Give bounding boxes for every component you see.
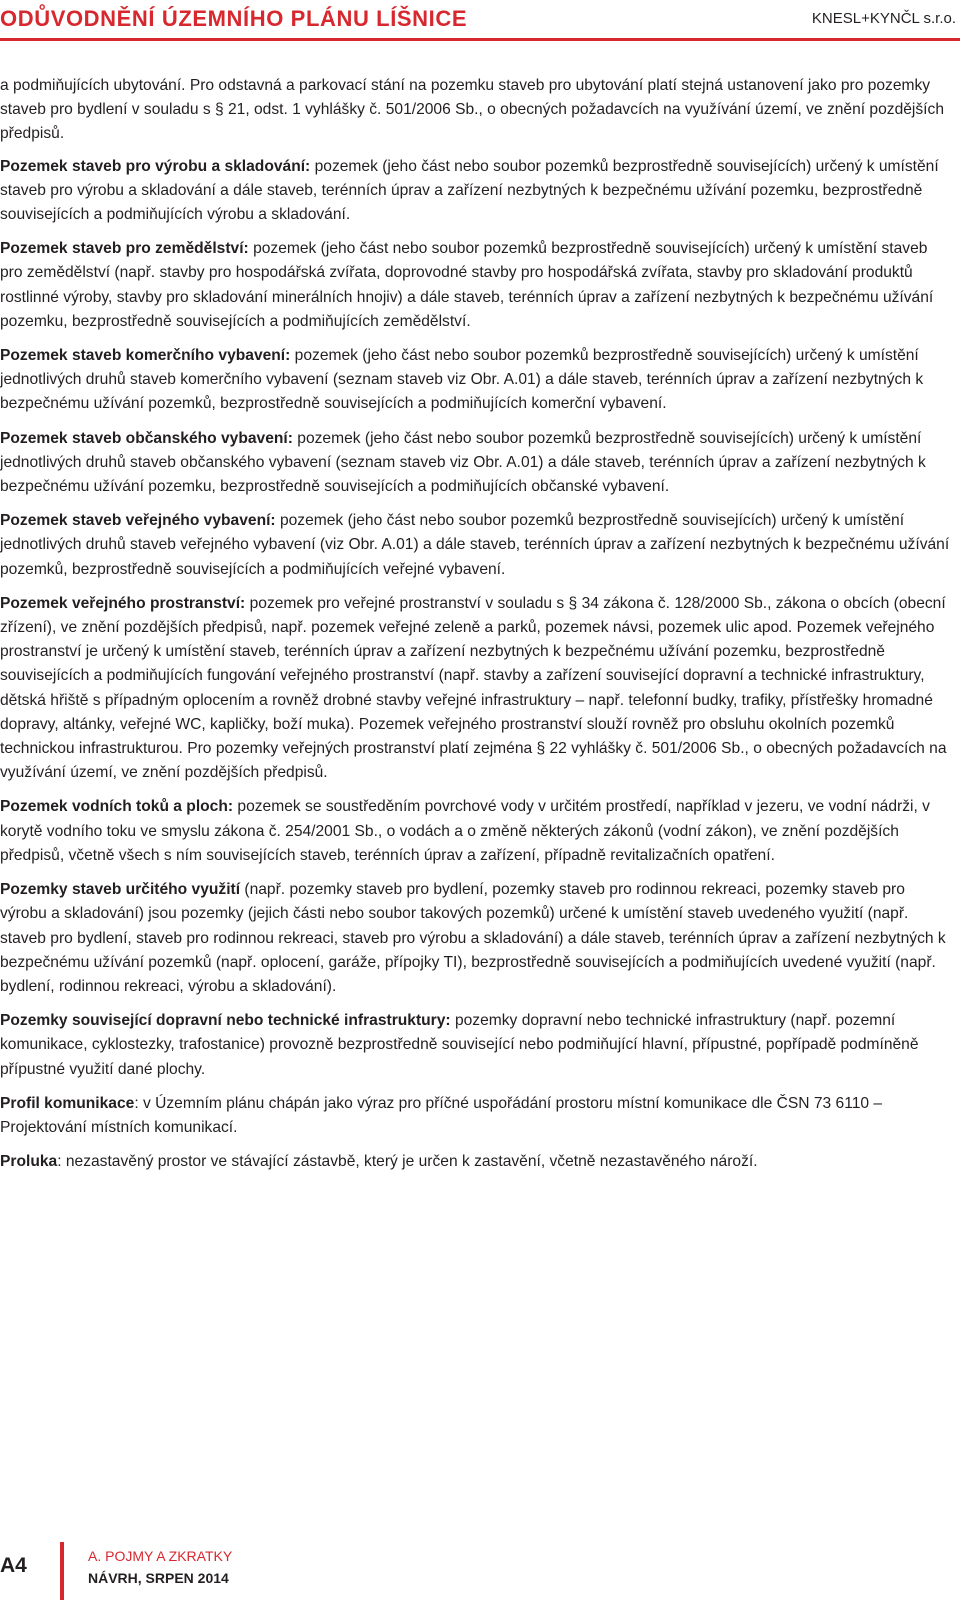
- page-number: A4: [0, 1554, 27, 1577]
- definition-term: Pozemky související dopravní nebo technické infrastruktury:: [0, 1012, 451, 1030]
- definition-text: pozemek se soustředěním povrchové vody v určitém prostředí, například v jezeru, ve vodní nádrži, v korytě vodního toku ve smyslu zákona č. 254/2001 Sb., o vodách a o změně některých zákonů (vodní zákon), ve znění pozdějších předpisů, včetně všech s ním souvisejících staveb, terénních úprav a zařízení, případně revitalizačních opatření.: [0, 798, 930, 864]
- document-title: ODŮVODNĚNÍ ÚZEMNÍHO PLÁNU LÍŠNICE: [0, 6, 468, 31]
- definition-text: (např. pozemky staveb pro bydlení, pozemky staveb pro rodinnou rekreaci, pozemky staveb pro výrobu a skladování) jsou pozemky (jejich části nebo soubor takových pozemků) určené k umístění staveb uvedeného využití (např. staveb pro bydlení, staveb pro rodinnou rekreaci, staveb pro výrobu a skladování) a dále staveb, terénních úprav a zařízení nezbytných k bezpečnému užívání pozemků (např. oplocení, garáže, přípojky TI), bezprostředně souvisejících a podmiňujících uvedené využití (např. bydlení, rodinnou rekreaci, výrobu a skladování).: [0, 881, 946, 995]
- definition-term: Pozemky staveb určitého využití: [0, 881, 241, 899]
- paragraph-text: a podmiňujících ubytování. Pro odstavná a parkovací stání na pozemku staveb pro ubytování platí stejná ustanovení jako pro pozemky staveb pro bydlení v souladu s § 21, odst. 1 vyhlášky č. 501/2006 Sb., o obecných požadavcích na využívání území, ve znění pozdějších předpisů.: [0, 77, 944, 143]
- edition-label: NÁVRH, SRPEN 2014: [88, 1570, 229, 1586]
- page-footer: [0, 1540, 960, 1600]
- header-divider: [0, 38, 960, 41]
- document-body: [0, 74, 952, 1184]
- definition-souvisejici-infrastruktura: [0, 1009, 952, 1082]
- definition-obcanske-vybaveni: [0, 427, 952, 500]
- definition-komercni-vybaveni: [0, 344, 952, 417]
- definition-text: pozemek (jeho část nebo soubor pozemků bezprostředně souvisejících) určený k umístění staveb pro zemědělství (např. stavby pro hospodářská zvířata, doprovodné stavby pro hospodářská zvířata, stavby pro skladování produktů rostlinné výroby, stavby pro skladování minerálních hnojiv) a dále staveb, terénních úprav a zařízení nezbytných k bezpečnému užívání pozemku, bezprostředně souvisejících a podmiňujících zemědělství.: [0, 240, 934, 330]
- definition-term: Proluka: [0, 1153, 58, 1171]
- definition-term: Pozemek staveb pro výrobu a skladování:: [0, 157, 311, 175]
- company-name: KNESL+KYNČL s.r.o.: [811, 10, 956, 27]
- footer-divider: [60, 1542, 64, 1600]
- definition-urcite-vyuziti: [0, 878, 952, 999]
- definition-text: pozemek (jeho část nebo soubor pozemků bezprostředně souvisejících) určený k umístění jednotlivých druhů staveb komerčního vybavení (seznam staveb viz Obr. A.01) a dále staveb, terénních úprav a zařízení nezbytných k bezpečnému užívání pozemků, bezprostředně souvisejících a podmiňujících komerční vybavení.: [0, 347, 924, 413]
- definition-term: Pozemek staveb komerčního vybavení:: [0, 347, 291, 365]
- definition-text: pozemek (jeho část nebo soubor pozemků bezprostředně souvisejících) určený k umístění jednotlivých druhů staveb občanského vybavení (seznam staveb viz Obr. A.01) a dále staveb, terénních úprav a zařízení nezbytných k bezpečnému užívání pozemku, bezprostředně souvisejících a podmiňujících občanské vybavení.: [0, 429, 926, 496]
- definition-proluka: [0, 1150, 952, 1174]
- section-name: A. POJMY A ZKRATKY: [88, 1548, 233, 1564]
- definition-text: : v Územním plánu chápán jako výraz pro příčné uspořádání prostoru místní komunikace dle ČSN 73 6110 – Projektování místních komunikací.: [0, 1094, 883, 1136]
- definition-profil-komunikace: [0, 1092, 952, 1140]
- definition-text: pozemky dopravní nebo technické infrastruktury (např. pozemní komunikace, cyklostezky, trafostanice) provozně bezprostředně související nebo podmiňující hlavní, přípustné, popřípadě podmíněně přípustné využití dané plochy.: [0, 1012, 919, 1078]
- definition-term: Pozemek staveb veřejného vybavení:: [0, 512, 276, 530]
- definition-vodni-toky: [0, 795, 952, 868]
- definition-term: Pozemek veřejného prostranství:: [0, 594, 246, 612]
- definition-text: : nezastavěný prostor ve stávající zástavbě, který je určen k zastavění, včetně nezastavěného nároží.: [57, 1153, 758, 1171]
- definition-text: pozemek (jeho část nebo soubor pozemků bezprostředně souvisejících) určený k umístění staveb pro výrobu a skladování a dále staveb, terénních úprav a zařízení nezbytných k bezpečnému užívání pozemku, bezprostředně souvisejících a podmiňujících výrobu a skladování.: [0, 157, 939, 224]
- definition-text: pozemek pro veřejné prostranství v souladu s § 34 zákona č. 128/2000 Sb., zákona o obcích (obecní zřízení), ve znění pozdějších předpisů, např. pozemek veřejné zeleně a parků, pozemek návsi, pozemek ulic apod. Pozemek veřejného prostranství je určený k umístění staveb, terénních úprav a zařízení nezbytných k bezpečnému užívání pozemku, bezprostředně souvisejících a podmiňujících fungování veřejného prostranství (např. stavby a zařízení související dopravní a technické infrastruktury, dětská hřiště s případným oplocením a rovněž drobné stavby veřejné infrastruktury – např. telefonní budky, trafiky, přístřešky hromadné dopravy, altánky, veřejné WC, kapličky, boží muka). Pozemek veřejného prostranství slouží rovněž pro obsluhu okolních pozemků technickou infrastrukturou. Pro pozemky veřejných prostranství platí zejména § 22 vyhlášky č. 501/2006 Sb., o obecných požadavcích na využívání území, ve znění pozdějších předpisů.: [0, 594, 947, 782]
- definition-zemedelstvi: [0, 237, 952, 334]
- definition-vyroba-skladovani: [0, 155, 952, 228]
- definition-verejne-vybaveni: [0, 509, 952, 582]
- definition-verejne-prostranstvi: [0, 592, 952, 786]
- page-header: [0, 0, 960, 44]
- definition-term: Profil komunikace: [0, 1094, 135, 1112]
- definition-term: Pozemek staveb občanského vybavení:: [0, 429, 293, 447]
- definition-term: Pozemek staveb pro zemědělství:: [0, 240, 249, 258]
- definition-text: pozemek (jeho část nebo soubor pozemků bezprostředně souvisejících) určený k umístění jednotlivých druhů staveb veřejného vybavení (viz Obr. A.01) a dále staveb, terénních úprav a zařízení nezbytných k bezpečnému užívání pozemků, bezprostředně souvisejících a podmiňujících veřejné vybavení.: [0, 512, 950, 578]
- paragraph-continuation: [0, 74, 952, 147]
- definition-term: Pozemek vodních toků a ploch:: [0, 798, 234, 816]
